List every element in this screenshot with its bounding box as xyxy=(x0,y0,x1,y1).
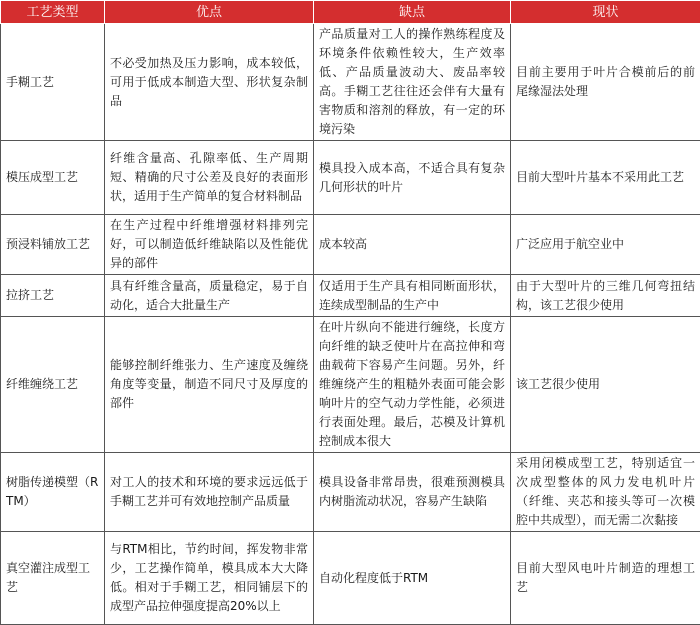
cell-process: 树脂传递模塑（RTM） xyxy=(1,453,105,532)
cell-pros: 能够控制纤维张力、生产速度及缠绕角度等变量，制造不同尺寸及厚度的部件 xyxy=(105,317,314,453)
cell-status: 采用闭模成型工艺，特别适宜一次成型整体的风力发电机叶片（纤维、夹芯和接头等可一次模腔中共成型），而无需二次黏接 xyxy=(511,453,700,532)
table-row xyxy=(1,215,700,275)
cell-process: 模压成型工艺 xyxy=(1,141,105,215)
cell-pros: 纤维含量高、孔隙率低、生产周期短、精确的尺寸公差及良好的表面形状，适用于生产简单的复合材料制品 xyxy=(105,141,314,215)
table-row xyxy=(1,532,700,625)
cell-pros: 与RTM相比，节约时间，挥发物非常少，工艺操作简单，模具成本大大降低。相对于手糊工艺，相同铺层下的成型产品拉伸强度提高20%以上 xyxy=(105,532,314,625)
cell-cons: 产品质量对工人的操作熟练程度及环境条件依赖性较大，生产效率低、产品质量波动大、废品率较高。手糊工艺往往还会伴有大量有害物质和溶剂的释放，有一定的环境污染 xyxy=(314,24,511,141)
cell-status: 目前主要用于叶片合模前后的前尾缘湿法处理 xyxy=(511,24,700,141)
cell-status: 由于大型叶片的三维几何弯扭结构，该工艺很少使用 xyxy=(511,275,700,317)
header-cons: 缺点 xyxy=(314,1,511,24)
cell-process: 预浸料铺放工艺 xyxy=(1,215,105,275)
cell-pros: 对工人的技术和环境的要求远远低于手糊工艺并可有效地控制产品质量 xyxy=(105,453,314,532)
cell-cons: 仅适用于生产具有相同断面形状，连续成型制品的生产中 xyxy=(314,275,511,317)
cell-cons: 在叶片纵向不能进行缠绕，长度方向纤维的缺乏使叶片在高拉伸和弯曲载荷下容易产生问题。另外，纤维缠绕产生的粗糙外表面可能会影响叶片的空气动力学性能，必须进行表面处理。最后，芯模及计算机控制成本很大 xyxy=(314,317,511,453)
cell-status: 广泛应用于航空业中 xyxy=(511,215,700,275)
header-status: 现状 xyxy=(511,1,700,24)
cell-status: 目前大型叶片基本不采用此工艺 xyxy=(511,141,700,215)
header-process-type: 工艺类型 xyxy=(1,1,105,24)
cell-process: 手糊工艺 xyxy=(1,24,105,141)
table-row xyxy=(1,275,700,317)
cell-process: 拉挤工艺 xyxy=(1,275,105,317)
table-row xyxy=(1,141,700,215)
cell-cons: 模具投入成本高，不适合具有复杂几何形状的叶片 xyxy=(314,141,511,215)
cell-cons: 成本较高 xyxy=(314,215,511,275)
cell-status: 该工艺很少使用 xyxy=(511,317,700,453)
cell-pros: 在生产过程中纤维增强材料排列完好，可以制造低纤维缺陷以及性能优异的部件 xyxy=(105,215,314,275)
header-pros: 优点 xyxy=(105,1,314,24)
cell-pros: 不必受加热及压力影响，成本较低，可用于低成本制造大型、形状复杂制品 xyxy=(105,24,314,141)
table-row xyxy=(1,24,700,141)
cell-process: 真空灌注成型工艺 xyxy=(1,532,105,625)
table-row xyxy=(1,453,700,532)
cell-cons: 自动化程度低于RTM xyxy=(314,532,511,625)
cell-cons: 模具设备非常昂贵，很难预测模具内树脂流动状况，容易产生缺陷 xyxy=(314,453,511,532)
table-row xyxy=(1,317,700,453)
cell-pros: 具有纤维含量高，质量稳定，易于自动化，适合大批量生产 xyxy=(105,275,314,317)
table-header-row xyxy=(1,1,700,24)
cell-process: 纤维缠绕工艺 xyxy=(1,317,105,453)
cell-status: 目前大型风电叶片制造的理想工艺 xyxy=(511,532,700,625)
